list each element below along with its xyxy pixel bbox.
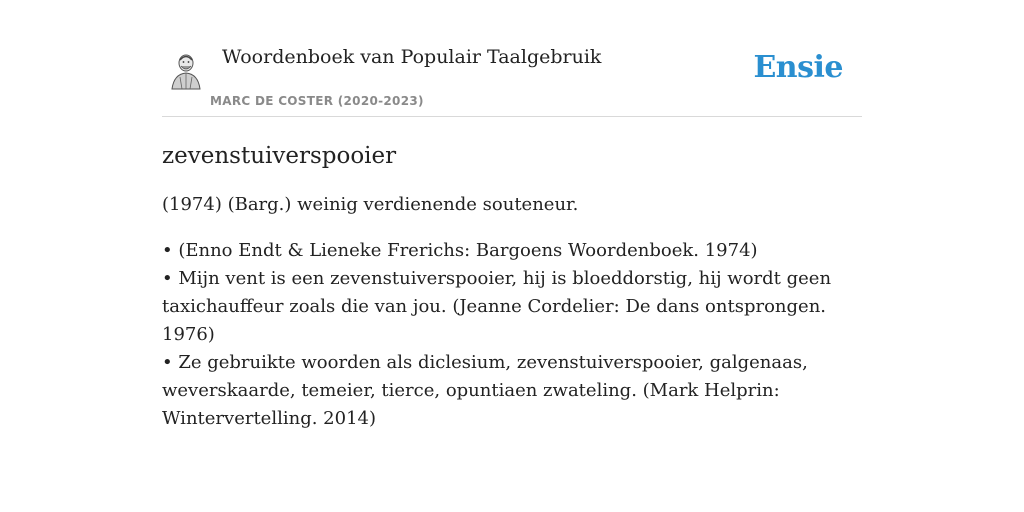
- page: [162, 0, 862, 433]
- entry-headword: zevenstuiverspooier: [162, 143, 397, 169]
- site-header: [162, 0, 862, 117]
- citation-item: • Mijn vent is een zevenstuiverspooier, hij is bloeddorstig, hij wordt geen taxichauffeur zoals die van jou. (Jeanne Cordelier: De dans ontsprongen. 1976): [162, 268, 832, 345]
- citation-list: [162, 237, 862, 433]
- citation-item: • (Enno Endt & Lieneke Frerichs: Bargoens Woordenboek. 1974): [162, 240, 758, 261]
- brand-logo-link[interactable]: Ensie: [753, 50, 843, 85]
- citation-item: • Ze gebruikte woorden als diclesium, zevenstuiverspooier, galgenaas, weverskaarde, temeier, tierce, opuntiaen zwateling. (Mark Helprin: Wintervertelling. 2014): [162, 352, 808, 429]
- site-subtitle: MARC DE COSTER (2020-2023): [210, 94, 424, 108]
- entry-definition: (1974) (Barg.) weinig verdienende souteneur.: [162, 194, 579, 215]
- author-portrait-icon: [169, 52, 203, 90]
- site-title[interactable]: Woordenboek van Populair Taalgebruik: [222, 46, 602, 68]
